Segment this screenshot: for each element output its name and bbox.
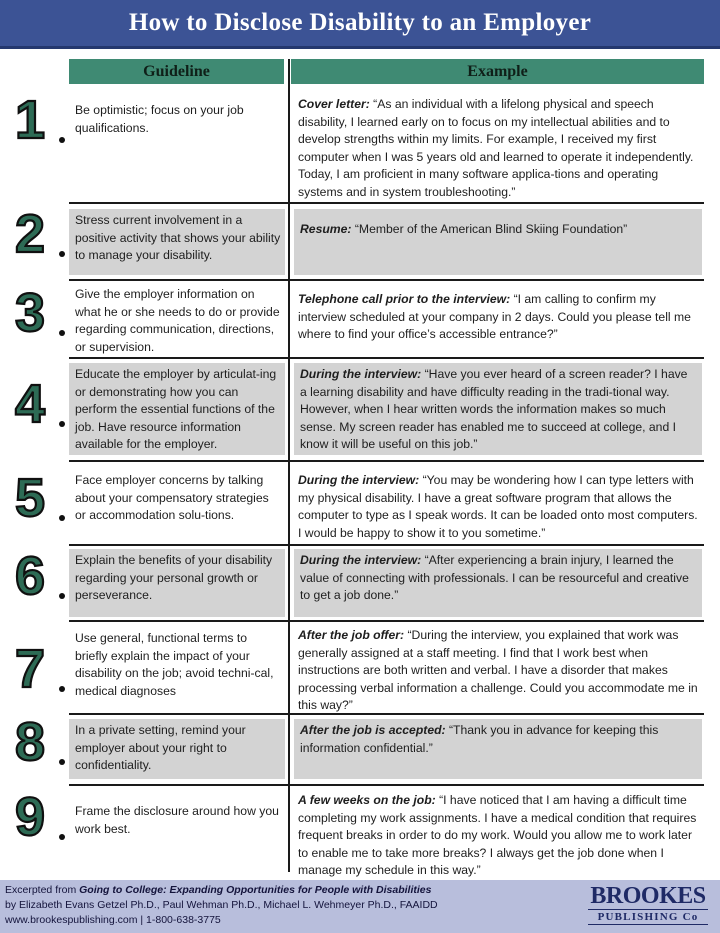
row-divider	[69, 357, 704, 359]
example-cell	[294, 719, 702, 779]
step-number-3	[14, 285, 66, 343]
footer-citation	[5, 883, 438, 928]
brookes-logo	[584, 884, 712, 925]
example-lead: Cover letter:	[298, 97, 370, 111]
guideline-header: Guideline	[69, 59, 284, 84]
example-text: “I am calling to confirm my interview scheduled at your company in 2 days. Could you please tell me where to find your office’s accessible entrance?”	[298, 292, 691, 341]
svg-text:8: 8	[15, 712, 46, 772]
example-lead: During the interview:	[300, 553, 422, 567]
example-cell	[292, 288, 704, 347]
guideline-cell: Face employer concerns by talking about your compensatory strategies or accommodation solu-tions.	[75, 473, 269, 522]
example-cell	[294, 209, 702, 275]
row-divider	[69, 713, 704, 715]
guideline-cell: Be optimistic; focus on your job qualifications.	[75, 103, 244, 135]
step-number-1	[14, 92, 66, 150]
row-divider	[69, 460, 704, 462]
example-lead: A few weeks on the job:	[298, 793, 436, 807]
guideline-cell: In a private setting, remind your employer about your right to confidentiality.	[69, 719, 285, 779]
guideline-cell: Use general, functional terms to briefly explain the impact of your disability on the job; avoid techni-cal, medical diagnoses	[75, 631, 274, 698]
example-cell	[292, 624, 704, 718]
guideline-cell: Give the employer information on what he or she needs to do or provide regarding communication, directions, or supervision.	[75, 287, 280, 354]
svg-text:4: 4	[15, 374, 46, 434]
example-header: Example	[291, 59, 704, 84]
example-lead: Resume:	[300, 222, 352, 236]
example-cell	[292, 469, 704, 545]
row-divider	[69, 544, 704, 546]
step-number-6	[14, 548, 66, 606]
svg-text:3: 3	[15, 283, 46, 343]
step-number-8	[14, 714, 66, 772]
authors-line: by Elizabeth Evans Getzel Ph.D., Paul Wehman Ph.D., Michael L. Wehmeyer Ph.D., FAAIDD	[5, 899, 438, 911]
column-divider	[288, 59, 290, 872]
logo-subline: PUBLISHING Co	[588, 909, 708, 925]
logo-wordmark: BROOKES	[590, 883, 706, 909]
svg-text:5: 5	[15, 468, 46, 528]
row-divider	[69, 620, 704, 622]
book-title: Going to College: Expanding Opportunities for People with Disabilities	[79, 884, 432, 896]
step-number-7	[14, 641, 66, 699]
example-text: “Thank you in advance for keeping this information confidential.”	[300, 723, 659, 755]
svg-text:2: 2	[15, 204, 46, 264]
title-bar	[0, 0, 720, 49]
example-lead: After the job offer:	[298, 628, 405, 642]
example-cell	[292, 93, 704, 204]
step-number-5	[14, 470, 66, 528]
contact-line[interactable]: www.brookespublishing.com | 1-800-638-3775	[5, 914, 221, 926]
row-divider	[69, 279, 704, 281]
example-lead: After the job is accepted:	[300, 723, 446, 737]
excerpt-line	[5, 883, 438, 898]
step-number-9	[14, 789, 66, 847]
example-text: “Member of the American Blind Skiing Foundation”	[351, 222, 628, 236]
example-lead: During the interview:	[300, 367, 422, 381]
footer	[0, 880, 720, 933]
example-text: “I have noticed that I am having a difficult time completing my work assignments. I have a medical condition that requires frequent breaks in order to do my work. Would you allow me to work later to enable me to take more breaks? I always get the job done when I manage my schedule in this way.”	[298, 793, 697, 877]
svg-text:9: 9	[15, 787, 46, 847]
step-number-2	[14, 206, 66, 264]
row-divider	[69, 784, 704, 786]
example-lead: During the interview:	[298, 473, 420, 487]
example-lead: Telephone call prior to the interview:	[298, 292, 511, 306]
row-divider	[69, 202, 704, 204]
svg-text:1: 1	[15, 90, 46, 150]
guideline-cell: Educate the employer by articulat-ing or demonstrating how you can perform the essential functions of the job. Have resource information available for the employer.	[69, 363, 285, 455]
svg-text:7: 7	[15, 639, 46, 699]
example-cell	[292, 789, 704, 883]
guideline-cell: Stress current involvement in a positive activity that shows your ability to manage your disability.	[69, 209, 285, 275]
step-number-4	[14, 376, 66, 434]
guideline-cell: Explain the benefits of your disability regarding your personal growth or perseverance.	[69, 549, 285, 617]
example-cell	[294, 549, 702, 617]
example-text: “During the interview, you explained that work was generally assigned at a staff meeting. I find that I work best when instructions are both written and verbal. I have a disorder that makes processing verbal information a challenge. Could you accommodate me in this way?”	[298, 628, 698, 712]
page-title: How to Disclose Disability to an Employer	[128, 9, 592, 36]
svg-text:6: 6	[15, 546, 46, 606]
example-cell	[294, 363, 702, 455]
excerpt-prefix: Excerpted from	[5, 884, 80, 896]
example-text: “You may be wondering how I can type letters with my physical disability. I have a great software program that allows the computer to type as I speak words. It can be loaded onto most computers. I would be happy to show it to you sometime.”	[298, 473, 698, 540]
guideline-cell: Frame the disclosure around how you work best.	[75, 804, 279, 836]
example-text: “After experiencing a brain injury, I learned the value of connecting with professionals. I can be resourceful and creative to get a job done.”	[300, 553, 689, 602]
example-text: “Have you ever heard of a screen reader? I have a learning disability and have difficulty reading in the tradi-tional way. However, when I hear written words the information makes so much sense. My screen reader has enabled me to succeed at college, and I know it will be useful on this job.”	[300, 367, 688, 451]
example-text: “As an individual with a lifelong physical and speech disability, I learned early on to focus on my intellectual abilities and to develop strengths within my limits. For example, I received my first computer when I was 5 years old and learned to operate it independently. Today, I am proficient in many software applica-tions and operating systems and in system troubleshooting.”	[298, 97, 694, 199]
